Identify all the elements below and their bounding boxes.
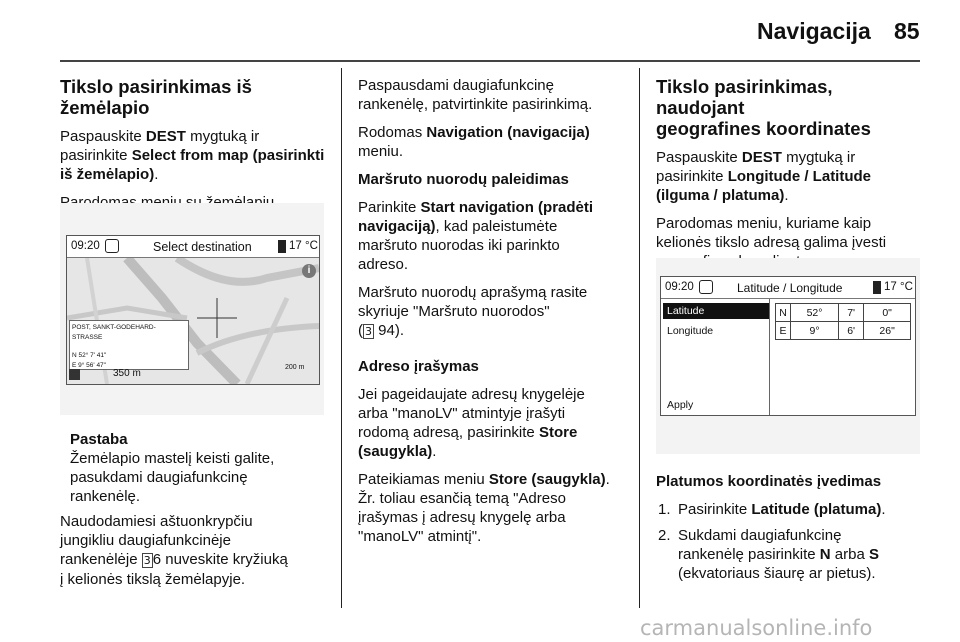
menu-label: navigaciją) bbox=[358, 218, 436, 235]
list-item bbox=[656, 500, 926, 519]
text: ( bbox=[358, 322, 363, 339]
temperature: 17 °C bbox=[289, 240, 318, 252]
subsection-heading: Maršruto nuorodų paleidimas bbox=[358, 171, 569, 188]
header-divider bbox=[60, 60, 920, 62]
text: "manoLV" atmintį". bbox=[358, 528, 482, 545]
page-number: 85 bbox=[894, 18, 920, 44]
text: mygtuką ir bbox=[185, 128, 260, 145]
text: arba "manoLV" atmintyje įrašyti bbox=[358, 405, 566, 422]
minutes-cell[interactable]: 6' bbox=[839, 322, 864, 340]
table-row bbox=[776, 322, 911, 340]
text: pasirinkite bbox=[60, 147, 132, 164]
minutes-cell[interactable]: 7' bbox=[839, 304, 864, 322]
key-label: DEST bbox=[145, 128, 186, 145]
text: geografines koordinates bbox=[656, 118, 871, 139]
text: Parodomas meniu, kuriame kaip bbox=[656, 215, 872, 232]
info-icon[interactable]: i bbox=[302, 264, 316, 278]
location-popup bbox=[69, 320, 189, 370]
paragraph bbox=[60, 512, 335, 589]
text: Maršruto nuorodų aprašymą rasite bbox=[358, 284, 588, 301]
paragraph bbox=[358, 198, 633, 274]
degrees-cell[interactable]: 52° bbox=[791, 304, 839, 322]
text: Sukdami daugiafunkcinę bbox=[678, 527, 842, 544]
map-scale: 350 m bbox=[113, 368, 141, 379]
reference-arrow-icon: 3 bbox=[365, 325, 372, 338]
paragraph bbox=[656, 148, 926, 205]
temperature: 17 °C bbox=[884, 281, 913, 293]
text: 94). bbox=[374, 322, 405, 339]
text: skyriuje "Maršruto nuorodos" bbox=[358, 303, 550, 320]
clock: 09:20 bbox=[71, 240, 100, 252]
section-heading bbox=[656, 76, 926, 139]
menu-label: Longitude / Latitude bbox=[727, 168, 872, 185]
text: arba bbox=[830, 546, 869, 563]
menu-label: Start navigation (pradėti bbox=[420, 199, 594, 216]
text: Paspauskite bbox=[60, 128, 146, 145]
steps-list bbox=[656, 500, 926, 583]
paragraph bbox=[358, 123, 633, 161]
text: . bbox=[605, 471, 610, 488]
menu-item-latitude[interactable]: Latitude bbox=[663, 303, 769, 319]
map-screenshot bbox=[60, 203, 324, 415]
text: Parinkite bbox=[358, 199, 421, 216]
seconds-cell[interactable]: 0" bbox=[864, 304, 911, 322]
watermark: carmanualsonline.info bbox=[640, 616, 873, 640]
key-label: DEST bbox=[741, 149, 782, 166]
text: Paspausdami daugiafunkcinę bbox=[358, 77, 554, 94]
paragraph bbox=[60, 127, 335, 184]
paragraph bbox=[358, 470, 633, 546]
text: adreso. bbox=[358, 256, 409, 273]
status-bar bbox=[67, 236, 319, 258]
coordinates-screenshot bbox=[656, 258, 920, 454]
hemisphere-cell[interactable]: E bbox=[776, 322, 791, 340]
table-row bbox=[776, 304, 911, 322]
divider bbox=[769, 299, 770, 415]
step-number: 2. bbox=[658, 527, 671, 544]
menu-label: Store (saugykla) bbox=[488, 471, 606, 488]
compass-icon bbox=[69, 369, 80, 380]
text: rankenėlę. bbox=[70, 488, 141, 505]
status-bar bbox=[661, 277, 915, 299]
page-header bbox=[0, 0, 960, 62]
seconds-cell[interactable]: 26" bbox=[864, 322, 911, 340]
note-title: Pastaba bbox=[70, 431, 128, 448]
tuner-icon bbox=[699, 280, 713, 294]
screen-title: Latitude / Longitude bbox=[737, 281, 843, 295]
text: Paspauskite bbox=[656, 149, 742, 166]
text: Pateikiamas meniu bbox=[358, 471, 489, 488]
text: Žr. toliau esančią temą "Adreso bbox=[358, 490, 566, 507]
menu-label: Store bbox=[538, 424, 578, 441]
paragraph bbox=[358, 283, 633, 341]
tuner-icon bbox=[105, 239, 119, 253]
menu-label: (ilguma / platuma) bbox=[656, 187, 785, 204]
menu-item-longitude[interactable]: Longitude bbox=[667, 325, 714, 337]
text: mygtuką ir bbox=[781, 149, 856, 166]
coordinate-east: E 9° 56' 47" bbox=[72, 362, 106, 369]
text: pasukdami daugiafunkcinę bbox=[70, 469, 248, 486]
hemisphere-cell[interactable]: N bbox=[776, 304, 791, 322]
menu-label: Latitude (platuma) bbox=[751, 501, 882, 518]
clock: 09:20 bbox=[665, 281, 694, 293]
text: Tikslo pasirinkimas, naudojant bbox=[656, 76, 833, 118]
text: Naudodamiesi aštuonkrypčiu bbox=[60, 513, 253, 530]
text: . bbox=[784, 187, 789, 204]
text: įrašymas į adresų knygelę arba bbox=[358, 509, 566, 526]
menu-label: S bbox=[868, 546, 879, 563]
apply-button[interactable]: Apply bbox=[667, 399, 694, 411]
display-screen bbox=[660, 276, 916, 416]
note-box bbox=[70, 430, 330, 506]
column-3 bbox=[656, 76, 926, 280]
reference-arrow-icon: 3 bbox=[143, 554, 151, 567]
text: . bbox=[881, 501, 886, 518]
text: rankenėlėje bbox=[60, 551, 142, 568]
screen-title: Select destination bbox=[153, 240, 252, 254]
text: , kad paleistumėte bbox=[435, 218, 558, 235]
column-divider bbox=[341, 68, 342, 608]
text: 6 nuveskite kryžiuką bbox=[152, 551, 288, 568]
column-2 bbox=[358, 76, 633, 555]
thermometer-icon bbox=[278, 240, 286, 253]
street-name: POST, SANKT-GODEHARD-STRASSE bbox=[72, 324, 156, 341]
text: . bbox=[154, 166, 159, 183]
text: kelionės tikslo adresą galima įvesti bbox=[656, 234, 887, 251]
list-item bbox=[656, 526, 926, 583]
text: Pasirinkite bbox=[678, 501, 752, 518]
column-divider bbox=[639, 68, 640, 608]
subsection-heading: Adreso įrašymas bbox=[358, 358, 479, 375]
text: jungikliu daugiafunkcinėje bbox=[60, 532, 231, 549]
text: Jei pageidaujate adresų knygelėje bbox=[358, 386, 585, 403]
text: rodomą adresą, pasirinkite bbox=[358, 424, 539, 441]
subsection-heading: Platumos koordinatės įvedimas bbox=[656, 473, 882, 490]
section-heading: Tikslo pasirinkimas iš žemėlapio bbox=[60, 76, 252, 118]
step-number: 1. bbox=[658, 501, 671, 518]
text: Žemėlapio mastelį keisti galite, bbox=[70, 450, 275, 467]
menu-label: Navigation (navigacija) bbox=[426, 124, 590, 141]
menu-label: iš žemėlapio) bbox=[60, 166, 155, 183]
text: maršruto nuorodas iki parinkto bbox=[358, 237, 560, 254]
menu-label: Select from map (pasirinkti bbox=[131, 147, 325, 164]
column-3-lower bbox=[656, 472, 926, 590]
text: rankenėlę, patvirtinkite pasirinkimą. bbox=[358, 96, 593, 113]
display-screen bbox=[66, 235, 320, 385]
menu-label: (saugykla) bbox=[358, 443, 433, 460]
text: meniu. bbox=[358, 143, 404, 160]
text: (ekvatoriaus šiaurę ar pietus). bbox=[678, 565, 876, 582]
coordinates-table bbox=[775, 303, 911, 340]
text: pasirinkite bbox=[656, 168, 728, 185]
text: į kelionės tikslą žemėlapyje. bbox=[60, 571, 246, 588]
menu-label: N bbox=[819, 546, 831, 563]
text: Rodomas bbox=[358, 124, 427, 141]
thermometer-icon bbox=[873, 281, 881, 294]
degrees-cell[interactable]: 9° bbox=[791, 322, 839, 340]
map-scale: 200 m bbox=[285, 364, 305, 371]
text: . bbox=[432, 443, 437, 460]
chapter-title: Navigacija bbox=[757, 18, 871, 44]
paragraph bbox=[358, 76, 633, 114]
paragraph bbox=[358, 385, 633, 461]
text: rankenėlę pasirinkite bbox=[678, 546, 820, 563]
coordinate-north: N 52° 7' 41" bbox=[72, 352, 107, 359]
